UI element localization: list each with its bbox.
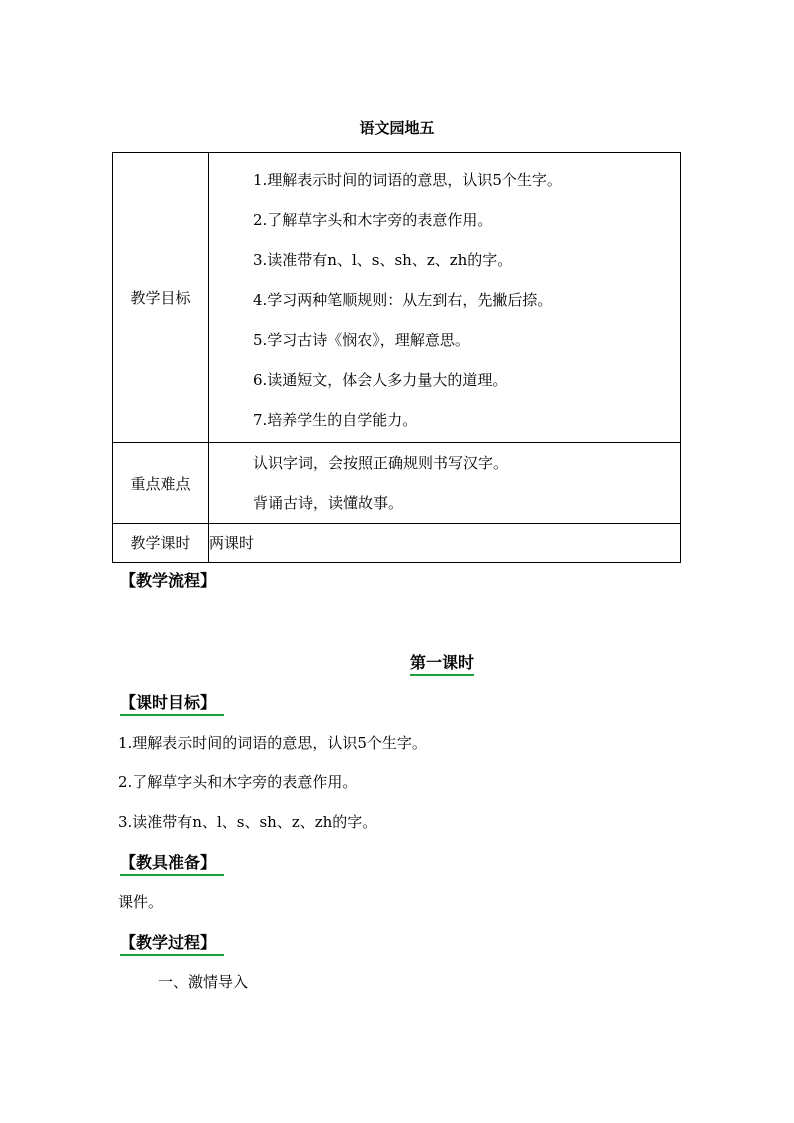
lesson-goal-item: 2.了解草字头和木字旁的表意作用。 — [118, 773, 358, 791]
goals-label: 教学目标 — [113, 153, 209, 443]
goal-item: 6.读通短文，体会人多力量大的道理。 — [253, 371, 508, 389]
goal-item: 1.理解表示时间的词语的意思，认识5个生字。 — [253, 171, 562, 189]
focus-row — [113, 443, 681, 524]
process-step: 一、激情导入 — [158, 973, 249, 991]
goal-item: 7.培养学生的自学能力。 — [253, 411, 418, 429]
lesson-goal-item: 1.理解表示时间的词语的意思，认识5个生字。 — [118, 734, 427, 752]
hours-value: 两课时 — [209, 524, 681, 563]
lesson-plan-table — [112, 152, 681, 563]
prep-text: 课件。 — [118, 893, 164, 911]
goal-item: 2.了解草字头和木字旁的表意作用。 — [253, 211, 493, 229]
lesson-title: 第一课时 — [410, 650, 474, 676]
focus-item: 背诵古诗，读懂故事。 — [253, 494, 404, 512]
goals-cell — [209, 153, 681, 443]
focus-item: 认识字词，会按照正确规则书写汉字。 — [253, 454, 509, 472]
document-title: 语文园地五 — [359, 119, 435, 137]
lesson-title-wrap — [0, 650, 794, 676]
focus-cell — [209, 443, 681, 524]
goals-row — [113, 153, 681, 443]
focus-label: 重点难点 — [113, 443, 209, 524]
process-heading: 【教学过程】 — [120, 930, 224, 956]
lesson-goal-item: 3.读准带有n、l、s、sh、z、zh的字。 — [118, 813, 378, 831]
prep-heading: 【教具准备】 — [120, 850, 224, 876]
hours-row — [113, 524, 681, 563]
flow-heading: 【教学流程】 — [120, 571, 217, 590]
goal-item: 4.学习两种笔顺规则：从左到右，先撇后捺。 — [253, 291, 553, 309]
goal-item: 5.学习古诗《悯农》，理解意思。 — [253, 331, 470, 349]
hours-label: 教学课时 — [113, 524, 209, 563]
goal-item: 3.读准带有n、l、s、sh、z、zh的字。 — [253, 251, 513, 269]
lesson-goals-heading: 【课时目标】 — [120, 690, 224, 716]
